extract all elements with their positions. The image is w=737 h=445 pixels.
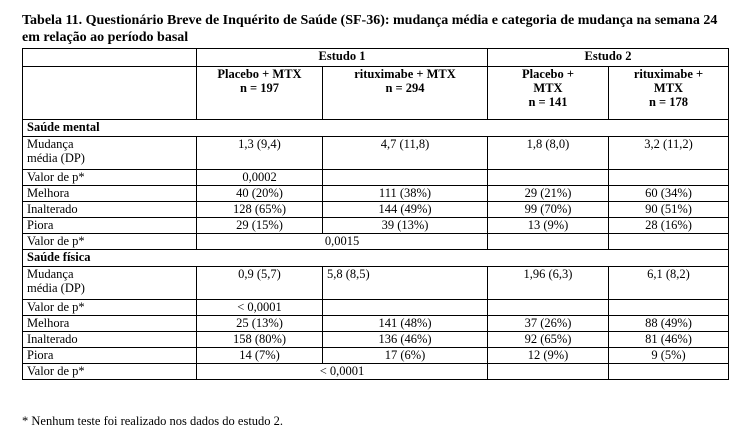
row-label-line: Mudança — [27, 137, 74, 151]
table-cell: 4,7 (11,8) — [323, 137, 488, 170]
table-cell: 136 (46%) — [323, 332, 488, 348]
col-label: rituximabe + — [633, 67, 704, 81]
row-label-line: média (DP) — [27, 281, 85, 295]
row-label: Melhora — [23, 186, 197, 202]
table-cell: 128 (65%) — [197, 202, 323, 218]
section-row — [23, 120, 729, 137]
row-label: Inalterado — [23, 332, 197, 348]
table-cell: 28 (16%) — [609, 218, 729, 234]
col-label: rituximabe + MTX — [354, 67, 456, 81]
table-cell: 14 (7%) — [197, 348, 323, 364]
table-cell: 141 (48%) — [323, 316, 488, 332]
table-cell: 29 (15%) — [197, 218, 323, 234]
col-label: MTX — [653, 81, 684, 95]
table-cell: 37 (26%) — [488, 316, 609, 332]
table-row — [23, 364, 729, 380]
col-placebo-s2 — [488, 67, 609, 120]
row-label: Valor de p* — [23, 364, 197, 380]
empty-cell — [609, 364, 729, 380]
table-row — [23, 137, 729, 170]
row-label — [23, 137, 197, 170]
table-cell: 9 (5%) — [609, 348, 729, 364]
empty-cell — [488, 300, 609, 316]
table-title: Tabela 11. Questionário Breve de Inquérito de Saúde (SF-36): mudança média e categoria de mudança na semana 24 em relação ao período basal — [22, 13, 718, 45]
col-label: Placebo + — [522, 67, 574, 81]
table-cell: 25 (13%) — [197, 316, 323, 332]
table-cell: 88 (49%) — [609, 316, 729, 332]
empty-cell — [23, 67, 197, 120]
table-cell: 6,1 (8,2) — [609, 267, 729, 300]
p-value: < 0,0001 — [197, 300, 323, 316]
empty-cell — [488, 170, 609, 186]
table-row — [23, 316, 729, 332]
table-cell: 40 (20%) — [197, 186, 323, 202]
table-cell: 0,9 (5,7) — [197, 267, 323, 300]
table-row — [23, 348, 729, 364]
study1-header: Estudo 1 — [197, 49, 488, 67]
study-header-row — [23, 49, 729, 67]
empty-cell — [609, 300, 729, 316]
table-cell: 92 (65%) — [488, 332, 609, 348]
row-label: Inalterado — [23, 202, 197, 218]
row-label — [23, 267, 197, 300]
table-cell: 111 (38%) — [323, 186, 488, 202]
row-label-line: Mudança — [27, 267, 74, 281]
col-placebo-s1 — [197, 67, 323, 120]
table-row — [23, 202, 729, 218]
section-row — [23, 250, 729, 267]
p-value: 0,0002 — [197, 170, 323, 186]
table-row — [23, 300, 729, 316]
row-label: Valor de p* — [23, 234, 197, 250]
empty-cell — [323, 170, 488, 186]
table-cell: 144 (49%) — [323, 202, 488, 218]
empty-cell — [488, 364, 609, 380]
row-label: Valor de p* — [23, 170, 197, 186]
p-value: 0,0015 — [197, 234, 488, 250]
table-cell: 1,8 (8,0) — [488, 137, 609, 170]
row-label-line: média (DP) — [27, 151, 85, 165]
col-ritux-s1 — [323, 67, 488, 120]
table-cell: 39 (13%) — [323, 218, 488, 234]
col-label: Placebo + MTX — [217, 67, 302, 81]
table-row — [23, 186, 729, 202]
empty-cell — [488, 234, 609, 250]
p-value: < 0,0001 — [197, 364, 488, 380]
empty-cell — [23, 49, 197, 67]
section-physical: Saúde física — [23, 250, 729, 267]
col-n: n = 294 — [385, 81, 425, 95]
col-ritux-s2 — [609, 67, 729, 120]
table-cell: 60 (34%) — [609, 186, 729, 202]
table-cell: 99 (70%) — [488, 202, 609, 218]
table-cell: 29 (21%) — [488, 186, 609, 202]
table-cell: 3,2 (11,2) — [609, 137, 729, 170]
col-label: MTX — [533, 81, 563, 95]
table-cell: 13 (9%) — [488, 218, 609, 234]
table-row — [23, 332, 729, 348]
section-mental: Saúde mental — [23, 120, 729, 137]
table-cell: 5,8 (8,5) — [323, 267, 488, 300]
footnote: * Nenhum teste foi realizado nos dados do estudo 2. — [22, 414, 284, 428]
table-cell: 1,3 (9,4) — [197, 137, 323, 170]
group-header-row — [23, 67, 729, 120]
table-row — [23, 267, 729, 300]
table-cell: 81 (46%) — [609, 332, 729, 348]
col-n: n = 178 — [648, 95, 689, 109]
col-n: n = 141 — [528, 95, 568, 109]
row-label: Valor de p* — [23, 300, 197, 316]
table-row — [23, 170, 729, 186]
row-label: Piora — [23, 348, 197, 364]
row-label: Melhora — [23, 316, 197, 332]
empty-cell — [609, 170, 729, 186]
table-cell: 17 (6%) — [323, 348, 488, 364]
empty-cell — [609, 234, 729, 250]
empty-cell — [323, 300, 488, 316]
row-label: Piora — [23, 218, 197, 234]
table-cell: 12 (9%) — [488, 348, 609, 364]
table-row — [23, 218, 729, 234]
table-cell: 1,96 (6,3) — [488, 267, 609, 300]
study2-header: Estudo 2 — [488, 49, 729, 67]
table-cell: 90 (51%) — [609, 202, 729, 218]
sf36-table — [22, 48, 729, 380]
col-n: n = 197 — [239, 81, 280, 95]
table-row — [23, 234, 729, 250]
table-cell: 158 (80%) — [197, 332, 323, 348]
